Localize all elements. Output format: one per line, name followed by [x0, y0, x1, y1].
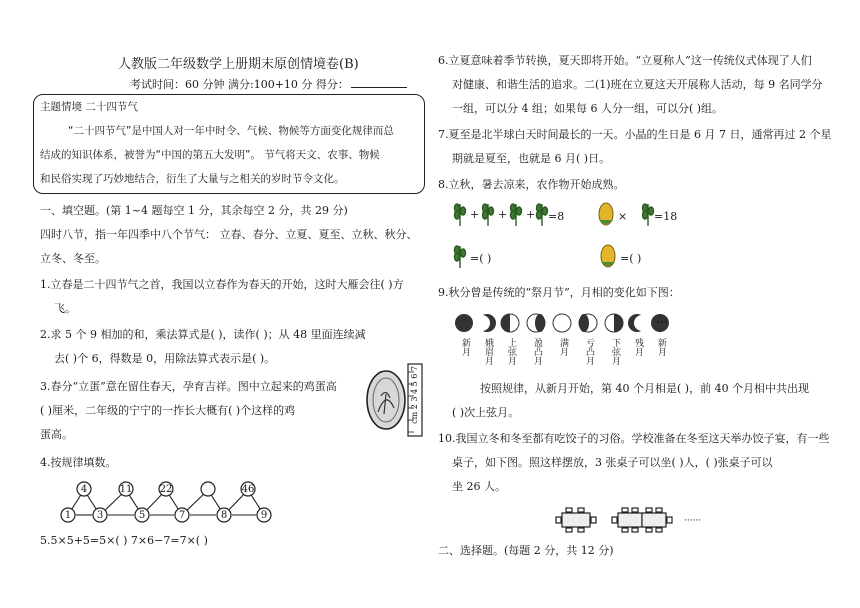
q8-eq1-result: =8	[548, 210, 565, 223]
q9-line-1: 按照规律，从新月开始，第 40 个月相是( )，前 40 个月相中共出现	[480, 382, 810, 395]
q4-text: 4.按规律填数。	[40, 456, 117, 469]
q8-corn-answer	[598, 242, 620, 270]
moon-label-5: 满月	[558, 338, 568, 356]
moon-last-quarter-icon	[605, 314, 623, 332]
exam-title: 人教版二年级数学上册期末原创情境卷(B)	[118, 57, 359, 72]
section2-heading: 二、选择题。(每题 2 分，共 12 分)	[438, 544, 614, 557]
q8-eq2-result: =18	[654, 210, 678, 223]
pattern-top-2: 11	[119, 484, 133, 495]
wheat-icon	[455, 204, 466, 226]
tables-diagram	[554, 506, 684, 536]
moon-ellipsis: ···	[656, 316, 668, 329]
q3-line-2: ( )厘米，二年级的宁宁的一拃长大概有( )个这样的鸡	[40, 404, 296, 417]
q8-wheat-answer	[452, 242, 472, 270]
q9-text: 9.秋分曾是传统的“祭月节”，月相的变化如下图：	[438, 286, 680, 299]
intro-line-2: 立冬、冬至。	[40, 252, 106, 265]
pattern-bottom-2: 3	[96, 510, 104, 521]
q8-wheat-answer-blank[interactable]: =( )	[470, 252, 492, 265]
corn-icon	[599, 203, 613, 225]
theme-line-2: 结成的知识体系，被誉为“中国的第五大发明”。 节气将天文、农事、物候	[40, 149, 380, 161]
moon-label-6: 亏凸月	[584, 338, 594, 365]
section1-heading: 一、填空题。(第 1~4 题每空 1 分，其余每空 2 分，共 29 分)	[40, 204, 348, 217]
ruler-ticks: cm 2 3 4 5 6 7	[410, 366, 419, 424]
q2-line-1: 2.求 5 个 9 相加的和，乘法算式是( )，读作( )；从 48 里面连续减	[40, 328, 366, 341]
q8-corn-answer-blank[interactable]: =( )	[620, 252, 642, 265]
moon-label-1: 新月	[460, 338, 470, 356]
wheat-icon	[643, 204, 654, 226]
wheat-icon	[483, 204, 494, 226]
q9-line-2: ( )次上弦月。	[452, 406, 520, 419]
q6-line-1: 6.立夏意味着季节转换，夏天即将开始。“立夏称人”这一传统仪式体现了人们	[438, 54, 812, 67]
pattern-bottom-6: 9	[260, 510, 268, 521]
moon-label-2: 娥眉月	[483, 338, 493, 365]
q6-line-3: 一组，可以分 4 组；如果每 6 人分一组，可以分( )组。	[452, 102, 724, 115]
moon-label-4: 盈凸月	[532, 338, 542, 365]
q6-line-2: 对健康、和谐生活的追求。二(1)班在立夏这天开展称人活动，每 9 名同学分	[452, 78, 823, 91]
wheat-icon	[537, 204, 548, 226]
q1-line-1: 1.立春是二十四节气之首，我国以立春作为春天的开始，这时大雁会往( )方	[40, 278, 404, 291]
q8-wheat-equation	[452, 200, 558, 228]
q7-line-2: 期就是夏至，也就是 6 月( )日。	[452, 152, 611, 165]
moon-crescent-icon	[474, 314, 496, 332]
moon-first-quarter-icon	[501, 314, 519, 332]
q3-line-1: 3.春分“立蛋”意在留住春天，孕育吉祥。图中立起来的鸡蛋高	[40, 380, 337, 393]
q10-line-1: 10.我国立冬和冬至都有吃饺子的习俗。学校准备在冬至这天举办饺子宴，有一些	[438, 432, 830, 445]
svg-text:+: +	[498, 208, 508, 221]
q8-text: 8.立秋，暑去凉来，农作物开始成熟。	[438, 178, 625, 191]
theme-line-1: “二十四节气”是中国人对一年中时令、气候、物候等方面变化规律而总	[68, 125, 394, 137]
moon-phases	[454, 310, 684, 338]
corn-icon	[601, 245, 615, 267]
moon-label-3: 上弦月	[506, 338, 516, 365]
moon-full-icon	[553, 314, 571, 332]
theme-heading: 主题情境 二十四节气	[40, 101, 138, 113]
q7-line-1: 7.夏至是北半球白天时间最长的一天。小晶的生日是 6 月 7 日，通常再过 2 个星	[438, 128, 832, 141]
theme-box	[33, 94, 425, 194]
q5-text: 5.5×5+5=5×( ) 7×6−7=7×( )	[40, 534, 208, 547]
moon-gibbous-icon	[527, 314, 545, 332]
moon-waning-crescent-icon	[628, 314, 650, 332]
pattern-bottom-3: 5	[138, 510, 146, 521]
q8-eq2-times: ×	[618, 210, 628, 223]
wheat-icon	[511, 204, 522, 226]
moon-new-icon	[455, 314, 473, 332]
exam-info: 考试时间：60 分钟 满分:100+10 分 得分：	[130, 77, 407, 91]
tables-ellipsis: ······	[684, 516, 702, 526]
pattern-bottom-4: 7	[178, 510, 186, 521]
q1-line-2: 飞。	[54, 302, 76, 315]
moon-label-9: 新月	[656, 338, 666, 356]
svg-text:+: +	[526, 208, 536, 221]
moon-label-8: 残月	[633, 338, 643, 356]
pattern-bottom-5: 8	[220, 510, 228, 521]
svg-text:+: +	[470, 208, 480, 221]
pattern-bottom-1: 1	[64, 510, 72, 521]
wheat-icon	[455, 246, 466, 268]
score-blank[interactable]	[351, 77, 407, 88]
table-two-icon	[612, 508, 672, 532]
q2-line-2: 去( )个 6，得数是 0，用除法算式表示是( )。	[54, 352, 276, 365]
pattern-top-5: 46	[241, 484, 255, 495]
q3-line-3: 蛋高。	[40, 428, 73, 441]
table-one-icon	[556, 508, 596, 532]
theme-line-3: 和民俗实现了巧妙地结合，衍生了大量与之相关的岁时节令文化。	[40, 173, 345, 185]
pattern-top-1: 4	[80, 484, 88, 495]
moon-waning-gibbous-icon	[579, 314, 597, 332]
pattern-top-3: 22	[159, 484, 173, 495]
q10-line-3: 坐 26 人。	[452, 480, 506, 493]
moon-label-7: 下弦月	[610, 338, 620, 365]
q10-line-2: 桌子，如下图。照这样摆放，3 张桌子可以坐( )人，( )张桌子可以	[452, 456, 773, 469]
intro-line-1: 四时八节，指一年四季中八个节气： 立春、春分、立夏、夏至、立秋、秋分、	[40, 228, 418, 241]
